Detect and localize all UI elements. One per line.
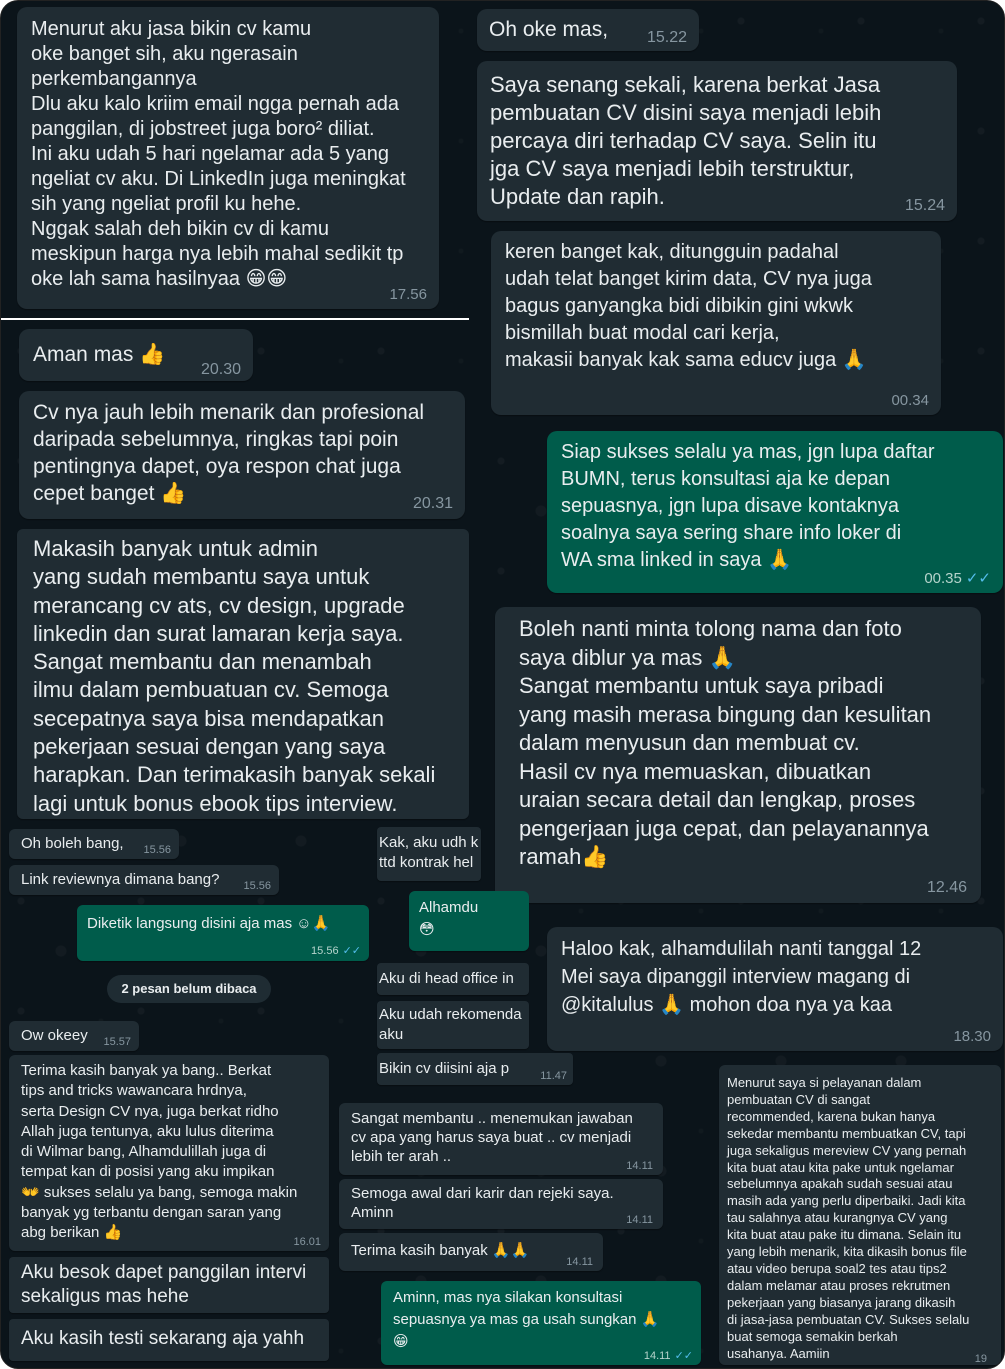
message-bubble-12 <box>77 905 369 961</box>
message-text: Boleh nanti minta tolong nama dan foto saya diblur ya mas 🙏 Sangat membantu untuk saya pribadi yang masih merasa bingung dan kesulitan dalam menyusun dan membuat cv. Hasil cv nya memuaskan, dibuatkan uraian secara detail dan lengkap, proses pengerjaan juga cepat, dan pelayanannya ramah👍 <box>519 616 932 869</box>
message-time: 14.11 <box>626 1214 653 1226</box>
message-text: Terima kasih banyak 🙏🙏 <box>351 1242 530 1259</box>
message-bubble-25 <box>9 1257 329 1313</box>
message-time: 15.57 <box>103 1036 131 1048</box>
message-time: 00.34 <box>891 392 929 409</box>
message-text: Ow okeey <box>21 1027 88 1044</box>
message-time-label: 15.56 <box>311 945 339 957</box>
message-bubble-13 <box>377 827 481 881</box>
message-bubble-5 <box>19 329 253 381</box>
message-text: Diketik langsung disini aja mas ☺🙏 <box>87 915 331 932</box>
message-text: Aman mas 👍 <box>33 343 166 366</box>
message-time: 16.01 <box>293 1236 321 1248</box>
message-time: 15.24 <box>904 197 945 214</box>
message-text: Aminn, mas nya silakan konsultasi sepuasnya ya mas ga usah sungkan 🙏 😁 <box>393 1289 660 1350</box>
message-text: Siap sukses selalu ya mas, jgn lupa daftar BUMN, terus konsultasi aja ke depan sepuasnya, jgn lupa disave kontaknya soalnya saya sering share info loker di WA sma linked in saya 🙏 <box>561 441 935 571</box>
message-time: 15.56 <box>243 880 271 892</box>
message-text: Menurut aku jasa bikin cv kamu oke banget sih, aku ngerasain perkembangannya Dlu aku kalo kriim email ngga pernah ada panggilan, di jobstreet juga boro² diliat. Ini aku udah 5 hari ngelamar ada 5 yang ngeliat cv aku. Di LinkedIn juga meningkat sih yang ngeliat profil ku hehe. Nggak salah deh bikin cv di kamu meskipun harga nya lebih mahal sedikit tp oke lah sama hasilnyaa 😁😁 <box>31 18 406 290</box>
message-text: Alhamdu 😳 <box>419 899 479 938</box>
collage-divider <box>1 318 469 320</box>
message-bubble-3 <box>477 61 957 221</box>
message-text: Aku di head office in <box>379 970 514 987</box>
message-text: Link reviewnya dimana bang? <box>21 871 220 888</box>
message-bubble-14 <box>409 891 529 951</box>
message-bubble-21 <box>339 1103 663 1175</box>
message-time: 11.47 <box>540 1070 567 1082</box>
message-time: 19 <box>974 1353 987 1365</box>
message-text: Terima kasih banyak ya bang.. Berkat tips and tricks wawancara hrdnya, serta Design CV nya, juga berkat ridho Allah juga tentunya, aku lulus diterima di Wilmar bang, Alhamdulillah juga di tempat kan di posisi yang aku impikan 👐 sukses selalu ya bang, semoga makin banyak yg terbantu dengan saran yang abg berikan 👍 <box>21 1062 298 1242</box>
message-text: Bikin cv diisini aja p <box>379 1060 510 1077</box>
message-text: Aku besok dapet panggilan intervi sekaligus mas hehe <box>21 1262 307 1307</box>
message-bubble-18 <box>377 1053 573 1085</box>
message-time-label: 00.35 <box>924 570 962 587</box>
message-text: keren banget kak, ditungguin padahal udah telat banget kirim data, CV nya juga bagus ganyangka bidi dibikin gini wkwk bismillah buat modal cari kerja, makasii banyak kak sama educv juga 🙏 <box>505 241 872 371</box>
message-time: 18.30 <box>953 1028 991 1045</box>
message-bubble-27 <box>719 1065 1001 1365</box>
message-time: 15.22 <box>646 29 687 46</box>
message-text: Sangat membantu .. menemukan jawaban cv apa yang harus saya buat .. cv menjadi lebih ter arah .. <box>351 1110 633 1165</box>
message-bubble-2 <box>477 9 699 51</box>
message-text: Oh boleh bang, <box>21 835 124 852</box>
message-time: 20.30 <box>200 361 241 378</box>
message-bubble-17 <box>377 1001 529 1049</box>
message-text: Kak, aku udh k ttd kontrak hel <box>379 834 479 871</box>
message-time <box>924 569 991 587</box>
message-bubble-1 <box>17 7 439 309</box>
message-time: 17.56 <box>389 286 427 303</box>
message-bubble-16 <box>377 963 529 995</box>
message-time: 14.11 <box>566 1256 593 1268</box>
message-text: Makasih banyak untuk admin yang sudah membantu saya untuk merancang cv ats, cv design, upgrade linkedin dan surat lamaran kerja saya. Sangat membantu dan menambah ilmu dalam pembuatuan cv. Semoga secepatnya saya bisa mendapatkan pekerjaan sesuai dengan yang saya harapkan. Dan terimakasih banyak sekali lagi untuk bonus ebook tips interview. <box>33 536 436 816</box>
unread-messages-banner: 2 pesan belum dibaca <box>107 975 271 1003</box>
message-bubble-10 <box>9 829 179 859</box>
message-text: Saya senang sekali, karena berkat Jasa pembuatan CV disini saya menjadi lebih percaya diri terhadap CV saya. Selin itu jga CV saya menjadi lebih terstruktur, Update dan rapih. <box>490 72 882 209</box>
message-time-label: 14.11 <box>643 1350 671 1362</box>
message-time: 15.56 <box>143 844 171 856</box>
message-text: Oh oke mas, <box>489 18 609 41</box>
message-bubble-8 <box>17 529 469 819</box>
message-text: Haloo kak, alhamdulilah nanti tanggal 12 Mei saya dipanggil interview magang di @kitalulus 🙏 mohon doa nya ya kaa <box>561 938 922 1016</box>
message-bubble-20 <box>9 1055 329 1251</box>
message-bubble-7 <box>547 431 1003 593</box>
message-text: Aku udah rekomenda aku <box>379 1006 522 1043</box>
message-bubble-19 <box>9 1021 139 1051</box>
message-time: 20.31 <box>412 495 453 512</box>
message-bubble-6 <box>19 391 465 519</box>
message-text: Semoga awal dari karir dan rejeki saya. Aminn <box>351 1185 614 1221</box>
message-bubble-11 <box>9 865 279 895</box>
message-bubble-4 <box>491 231 941 415</box>
message-bubble-9 <box>495 607 981 903</box>
read-receipt-icon: ✓✓ <box>965 570 991 587</box>
message-text: Aku kasih testi sekarang aja yahh <box>21 1328 305 1349</box>
message-time: 14.11 <box>626 1160 653 1172</box>
message-time <box>644 1349 693 1362</box>
read-receipt-icon: ✓✓ <box>674 1350 693 1362</box>
read-receipt-icon: ✓✓ <box>342 945 361 957</box>
message-time <box>311 944 361 957</box>
message-text: Menurut saya si pelayanan dalam pembuatan CV di sangat recommended, karena bukan hanya sekedar membantu membuatkan CV, tapi juga sekaligus mereview CV yang pernah kita buat atau kita pake untuk ngelamar sebelumnya apakah sudah sesuai atau masih ada yang perlu diperbaiki. Jadi kita tau salahnya atau kurangnya CV yang kita buat atau pake itu dimana. Selain itu yang lebih menarik, kita dikasih bonus file atau video berupa soal2 tes atau tips2 dalam melamar atau proses rekrutmen pekerjaan yang biasanya jarang dikasih di jasa-jasa pembuatan CV. Sukses selalu buat semoga semakin berkah usahanya. Aamiin <box>727 1075 970 1361</box>
message-time: 12.46 <box>926 879 967 896</box>
message-bubble-15 <box>547 927 1003 1051</box>
message-bubble-22 <box>339 1179 663 1229</box>
message-bubble-26 <box>9 1319 329 1361</box>
message-text: Cv nya jauh lebih menarik dan profesional daripada sebelumnya, ringkas tapi poin pentingnya dapet, oya respon chat juga cepet banget 👍 <box>33 401 425 505</box>
message-bubble-24 <box>381 1281 701 1365</box>
message-bubble-23 <box>339 1233 603 1271</box>
